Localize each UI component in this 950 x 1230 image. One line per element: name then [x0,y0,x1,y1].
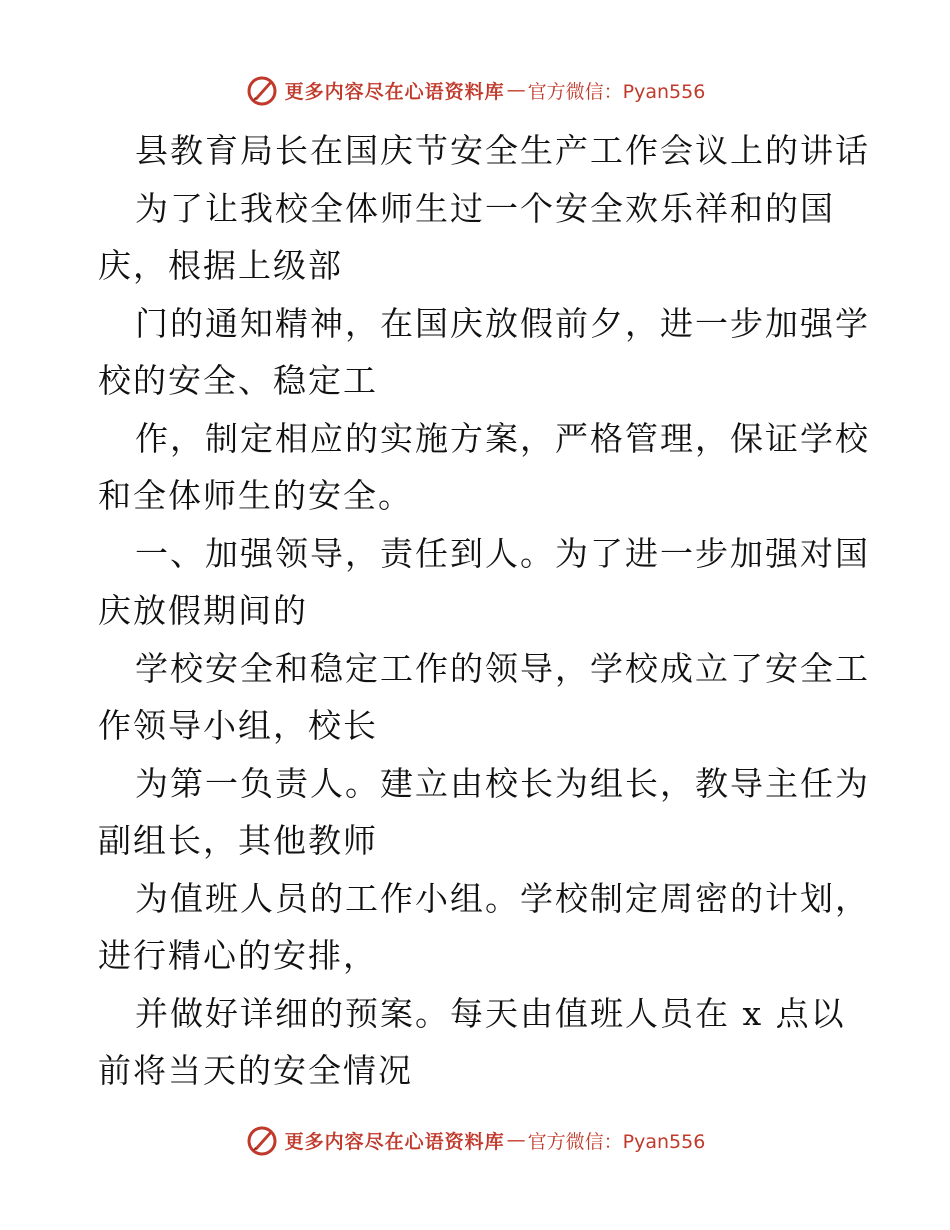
text-line: 门的通知精神，在国庆放假前夕，进一步加强学 [135,303,870,343]
watermark-separator: — [506,1129,526,1151]
text-line: 作，制定相应的实施方案，严格管理，保证学校 [135,418,870,458]
text-line: 为了让我校全体师生过一个安全欢乐祥和的国 [135,188,835,228]
text-line: 和全体师生的安全。 [98,476,413,515]
footer-watermark [0,1120,950,1160]
header-watermark [0,70,950,110]
quill-logo-icon [245,73,279,107]
watermark-brand: 更多内容尽在心语资料库 [284,1130,505,1153]
text-line: 进行精心的安排， [98,936,378,975]
text-line: 校的安全、稳定工 [98,361,378,400]
watermark-separator: — [506,79,526,101]
text-line: 县教育局长在国庆节安全生产工作会议上的讲话 [135,131,870,170]
text-line: 作领导小组，校长 [98,706,378,745]
text-line: 并做好详细的预案。每天由值班人员在 x 点以 [135,993,846,1033]
text-line: 学校安全和稳定工作的领导，学校成立了安全工 [135,648,870,688]
text-line: 为值班人员的工作小组。学校制定周密的计划， [135,878,870,918]
text-line: 前将当天的安全情况 [98,1051,413,1090]
watermark-brand: 更多内容尽在心语资料库 [284,80,505,103]
text-line: 庆，根据上级部 [98,246,343,285]
document-body [98,122,870,1100]
text-line: 庆放假期间的 [98,591,308,630]
text-line: 副组长，其他教师 [98,821,378,860]
text-line: 一、加强领导，责任到人。为了进一步加强对国 [135,533,870,573]
quill-logo-icon [245,1123,279,1157]
text-line: 为第一负责人。建立由校长为组长，教导主任为 [135,763,870,803]
watermark-wechat: 官方微信：Pyan556 [527,1130,706,1153]
watermark-wechat: 官方微信：Pyan556 [527,80,706,103]
